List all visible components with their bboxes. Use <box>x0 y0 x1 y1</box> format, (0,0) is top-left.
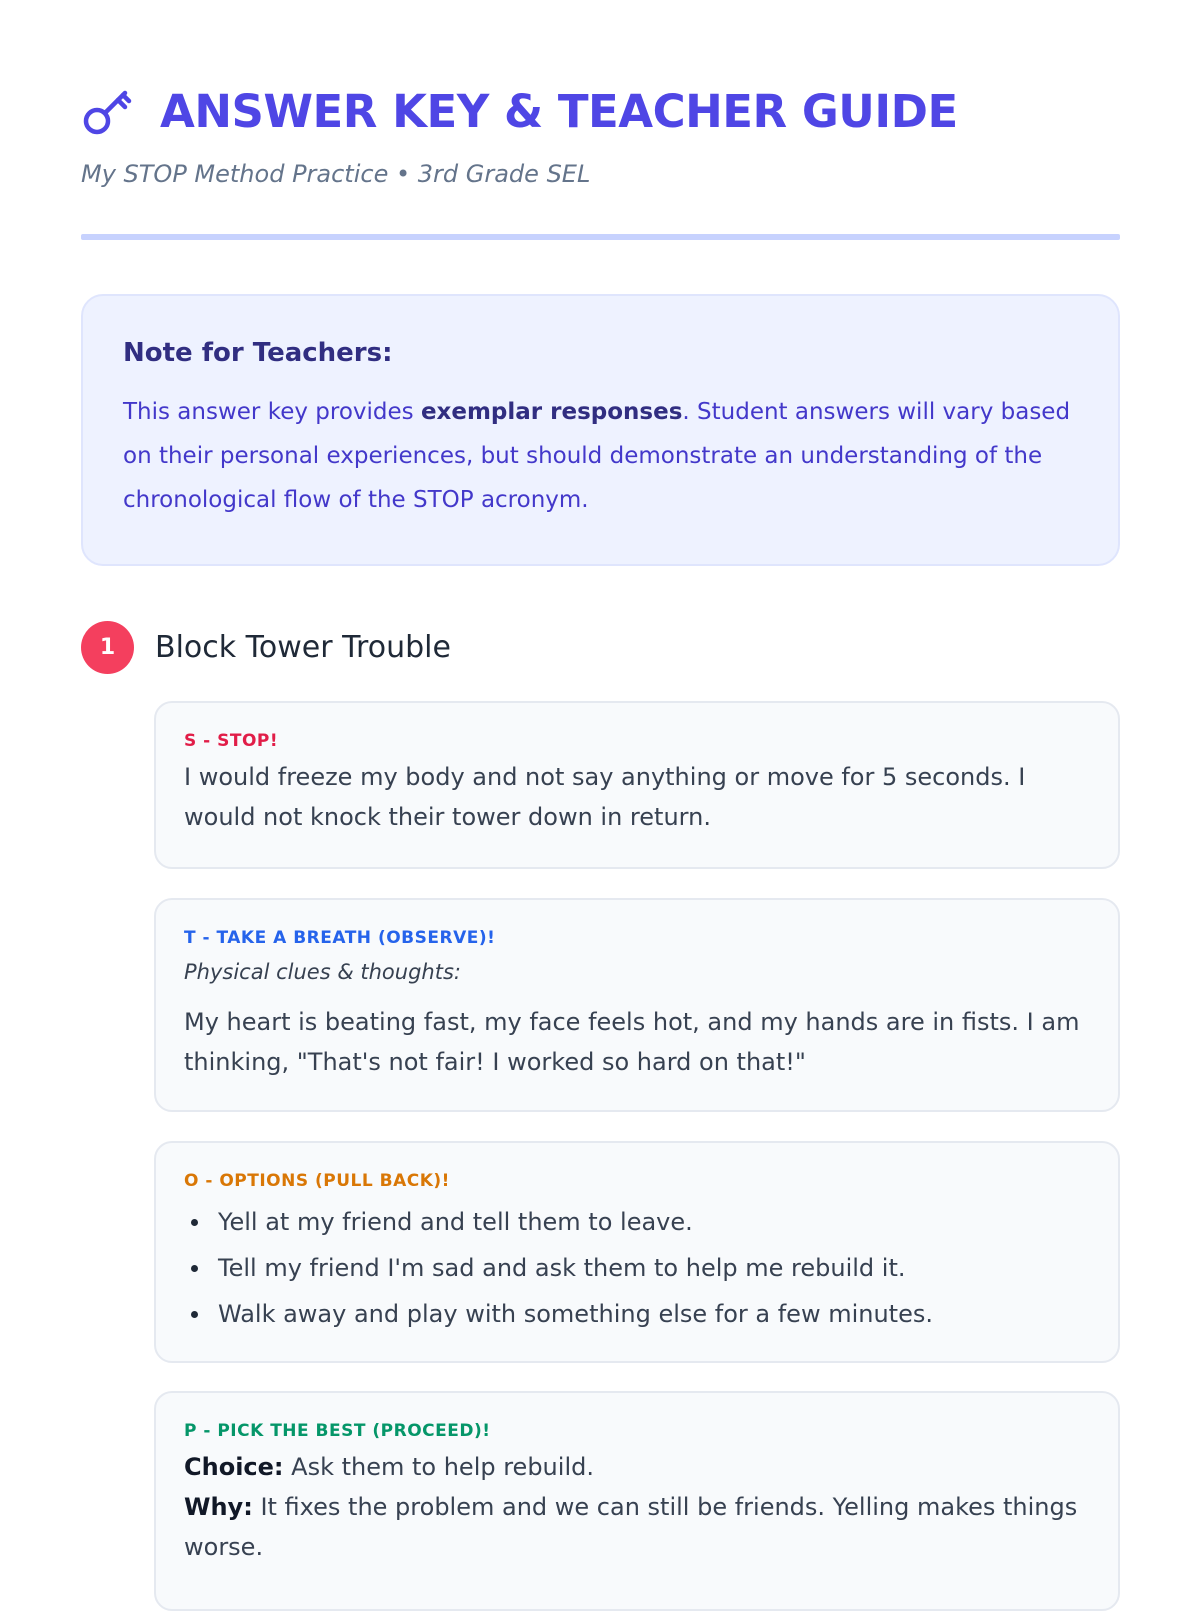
teacher-note <box>81 294 1120 566</box>
stop-label: S - STOP! <box>184 731 279 751</box>
list-item: Yell at my friend and tell them to leave. <box>184 1199 1090 1245</box>
stop-answer: I would freeze my body and not say anything or move for 5 seconds. I would not knock their tower down in return. <box>184 763 1026 831</box>
options-card <box>154 1141 1120 1363</box>
pick-best-label: P - PICK THE BEST (PROCEED)! <box>184 1421 491 1441</box>
pick-why <box>184 1487 1090 1567</box>
teacher-note-body <box>123 390 1078 522</box>
take-breath-card <box>154 898 1120 1112</box>
note-text-start: This answer key provides <box>123 399 421 425</box>
options-list <box>184 1199 1090 1337</box>
options-label: O - OPTIONS (PULL BACK)! <box>184 1171 450 1191</box>
list-item: Tell my friend I'm sad and ask them to help me rebuild it. <box>184 1245 1090 1291</box>
pick-choice <box>184 1447 1090 1487</box>
choice-text: Ask them to help rebuild. <box>283 1453 594 1481</box>
take-breath-label: T - TAKE A BREATH (OBSERVE)! <box>184 928 496 948</box>
choice-label: Choice: <box>184 1453 284 1481</box>
key-icon <box>81 85 133 137</box>
scenario-1 <box>81 620 1120 1561</box>
scenario-title: Block Tower Trouble <box>155 629 451 665</box>
pick-best-card <box>154 1391 1120 1611</box>
note-text-bold: exemplar responses <box>420 399 683 425</box>
take-breath-answer: My heart is beating fast, my face feels hot, and my hands are in fists. I am thinking, "That's not fair! I worked so hard on that!" <box>184 1008 1080 1076</box>
stop-card <box>154 701 1120 869</box>
why-label: Why: <box>184 1493 253 1521</box>
why-text: It fixes the problem and we can still be friends. Yelling makes things worse. <box>184 1493 1078 1561</box>
title-row <box>81 80 1120 142</box>
teacher-note-heading: Note for Teachers: <box>123 338 393 368</box>
page-subtitle: My STOP Method Practice • 3rd Grade SEL <box>81 160 591 188</box>
header-divider <box>81 234 1120 240</box>
list-item: Walk away and play with something else for a few minutes. <box>184 1291 1090 1337</box>
note-text-end: . Student answers will vary based on their personal experiences, but should demonstrate an understanding of the chronological flow of the STOP acronym. <box>123 399 1071 513</box>
page-title: ANSWER KEY & TEACHER GUIDE <box>160 84 958 138</box>
take-breath-sublabel: Physical clues & thoughts: <box>184 960 461 984</box>
page-header <box>81 80 1120 188</box>
scenario-header <box>81 620 1120 674</box>
scenario-number-badge: 1 <box>81 621 134 674</box>
